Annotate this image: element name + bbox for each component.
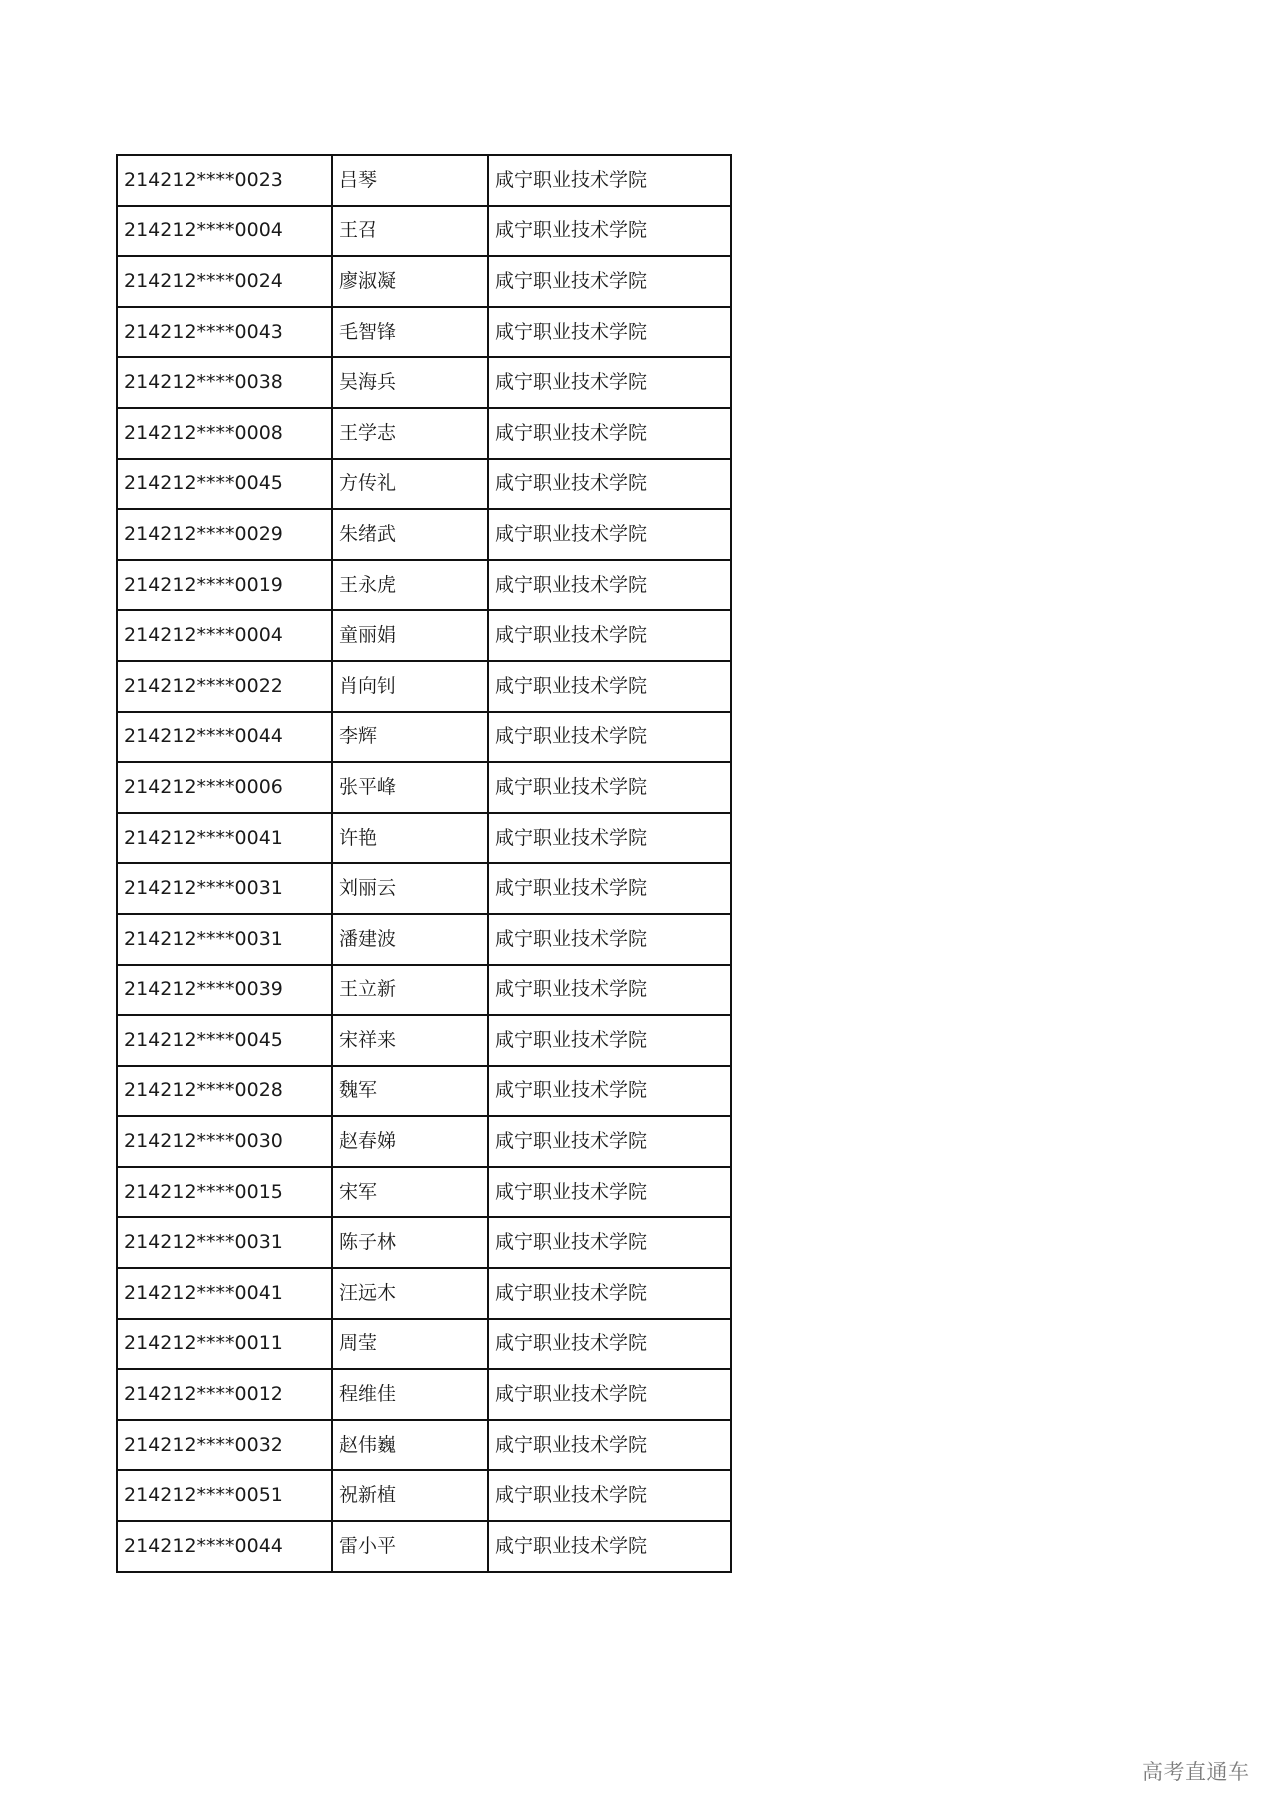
student-name-cell: 刘丽云	[332, 863, 488, 914]
school-name-cell: 咸宁职业技术学院	[488, 661, 731, 712]
table-row	[117, 155, 731, 206]
exam-id-cell: 214212****0045	[117, 459, 332, 510]
exam-id-cell: 214212****0031	[117, 863, 332, 914]
student-name-cell: 张平峰	[332, 762, 488, 813]
exam-id-cell: 214212****0039	[117, 965, 332, 1016]
school-name-cell: 咸宁职业技术学院	[488, 1066, 731, 1117]
student-name-cell: 宋军	[332, 1167, 488, 1218]
exam-id-cell: 214212****0004	[117, 206, 332, 257]
school-name-cell: 咸宁职业技术学院	[488, 509, 731, 560]
table-row	[117, 863, 731, 914]
exam-id-cell: 214212****0044	[117, 1521, 332, 1572]
student-name-cell: 汪远木	[332, 1268, 488, 1319]
exam-id-cell: 214212****0012	[117, 1369, 332, 1420]
table-row	[117, 914, 731, 965]
exam-id-cell: 214212****0024	[117, 256, 332, 307]
student-name-cell: 周莹	[332, 1319, 488, 1370]
school-name-cell: 咸宁职业技术学院	[488, 560, 731, 611]
school-name-cell: 咸宁职业技术学院	[488, 1420, 731, 1471]
exam-id-cell: 214212****0028	[117, 1066, 332, 1117]
table-row	[117, 459, 731, 510]
school-name-cell: 咸宁职业技术学院	[488, 1167, 731, 1218]
school-name-cell: 咸宁职业技术学院	[488, 1470, 731, 1521]
table-row	[117, 1369, 731, 1420]
school-name-cell: 咸宁职业技术学院	[488, 863, 731, 914]
table-row	[117, 408, 731, 459]
table-row	[117, 1116, 731, 1167]
table-row	[117, 1521, 731, 1572]
student-name-cell: 朱绪武	[332, 509, 488, 560]
student-name-cell: 毛智锋	[332, 307, 488, 358]
school-name-cell: 咸宁职业技术学院	[488, 459, 731, 510]
student-name-cell: 赵伟巍	[332, 1420, 488, 1471]
school-name-cell: 咸宁职业技术学院	[488, 1268, 731, 1319]
student-name-cell: 吴海兵	[332, 357, 488, 408]
student-name-cell: 王召	[332, 206, 488, 257]
table-row	[117, 712, 731, 763]
exam-id-cell: 214212****0045	[117, 1015, 332, 1066]
exam-id-cell: 214212****0011	[117, 1319, 332, 1370]
table-row	[117, 206, 731, 257]
school-name-cell: 咸宁职业技术学院	[488, 1217, 731, 1268]
table-row	[117, 560, 731, 611]
school-name-cell: 咸宁职业技术学院	[488, 206, 731, 257]
exam-id-cell: 214212****0030	[117, 1116, 332, 1167]
table-row	[117, 1470, 731, 1521]
table-row	[117, 1268, 731, 1319]
table-row	[117, 256, 731, 307]
school-name-cell: 咸宁职业技术学院	[488, 1116, 731, 1167]
student-name-cell: 方传礼	[332, 459, 488, 510]
exam-id-cell: 214212****0008	[117, 408, 332, 459]
student-name-cell: 王永虎	[332, 560, 488, 611]
exam-id-cell: 214212****0029	[117, 509, 332, 560]
exam-id-cell: 214212****0022	[117, 661, 332, 712]
student-name-cell: 李辉	[332, 712, 488, 763]
student-name-cell: 魏军	[332, 1066, 488, 1117]
table-row	[117, 1420, 731, 1471]
student-name-cell: 宋祥来	[332, 1015, 488, 1066]
school-name-cell: 咸宁职业技术学院	[488, 965, 731, 1016]
school-name-cell: 咸宁职业技术学院	[488, 155, 731, 206]
student-name-cell: 祝新植	[332, 1470, 488, 1521]
table-row	[117, 965, 731, 1016]
table-row	[117, 1167, 731, 1218]
school-name-cell: 咸宁职业技术学院	[488, 813, 731, 864]
school-name-cell: 咸宁职业技术学院	[488, 712, 731, 763]
table-row	[117, 1015, 731, 1066]
exam-id-cell: 214212****0051	[117, 1470, 332, 1521]
student-name-cell: 潘建波	[332, 914, 488, 965]
school-name-cell: 咸宁职业技术学院	[488, 762, 731, 813]
table-row	[117, 357, 731, 408]
exam-id-cell: 214212****0031	[117, 1217, 332, 1268]
school-name-cell: 咸宁职业技术学院	[488, 307, 731, 358]
student-name-cell: 陈子林	[332, 1217, 488, 1268]
school-name-cell: 咸宁职业技术学院	[488, 357, 731, 408]
student-name-cell: 许艳	[332, 813, 488, 864]
exam-id-cell: 214212****0041	[117, 1268, 332, 1319]
student-name-cell: 王学志	[332, 408, 488, 459]
school-name-cell: 咸宁职业技术学院	[488, 610, 731, 661]
school-name-cell: 咸宁职业技术学院	[488, 256, 731, 307]
exam-id-cell: 214212****0019	[117, 560, 332, 611]
student-name-cell: 廖淑凝	[332, 256, 488, 307]
table-row	[117, 307, 731, 358]
admission-roster-table	[116, 154, 732, 1573]
table-row	[117, 813, 731, 864]
exam-id-cell: 214212****0023	[117, 155, 332, 206]
exam-id-cell: 214212****0004	[117, 610, 332, 661]
school-name-cell: 咸宁职业技术学院	[488, 1319, 731, 1370]
student-name-cell: 赵春娣	[332, 1116, 488, 1167]
school-name-cell: 咸宁职业技术学院	[488, 914, 731, 965]
table-row	[117, 1319, 731, 1370]
student-name-cell: 童丽娟	[332, 610, 488, 661]
exam-id-cell: 214212****0043	[117, 307, 332, 358]
student-name-cell: 王立新	[332, 965, 488, 1016]
student-name-cell: 肖向钊	[332, 661, 488, 712]
exam-id-cell: 214212****0044	[117, 712, 332, 763]
roster-table-body	[117, 155, 731, 1572]
exam-id-cell: 214212****0038	[117, 357, 332, 408]
table-row	[117, 661, 731, 712]
school-name-cell: 咸宁职业技术学院	[488, 1369, 731, 1420]
exam-id-cell: 214212****0041	[117, 813, 332, 864]
exam-id-cell: 214212****0015	[117, 1167, 332, 1218]
exam-id-cell: 214212****0031	[117, 914, 332, 965]
school-name-cell: 咸宁职业技术学院	[488, 408, 731, 459]
exam-id-cell: 214212****0006	[117, 762, 332, 813]
table-row	[117, 1066, 731, 1117]
student-name-cell: 雷小平	[332, 1521, 488, 1572]
student-name-cell: 吕琴	[332, 155, 488, 206]
table-row	[117, 1217, 731, 1268]
table-row	[117, 762, 731, 813]
exam-id-cell: 214212****0032	[117, 1420, 332, 1471]
table-row	[117, 610, 731, 661]
school-name-cell: 咸宁职业技术学院	[488, 1521, 731, 1572]
watermark-text: 高考直通车	[1142, 1760, 1250, 1784]
student-name-cell: 程维佳	[332, 1369, 488, 1420]
school-name-cell: 咸宁职业技术学院	[488, 1015, 731, 1066]
table-row	[117, 509, 731, 560]
